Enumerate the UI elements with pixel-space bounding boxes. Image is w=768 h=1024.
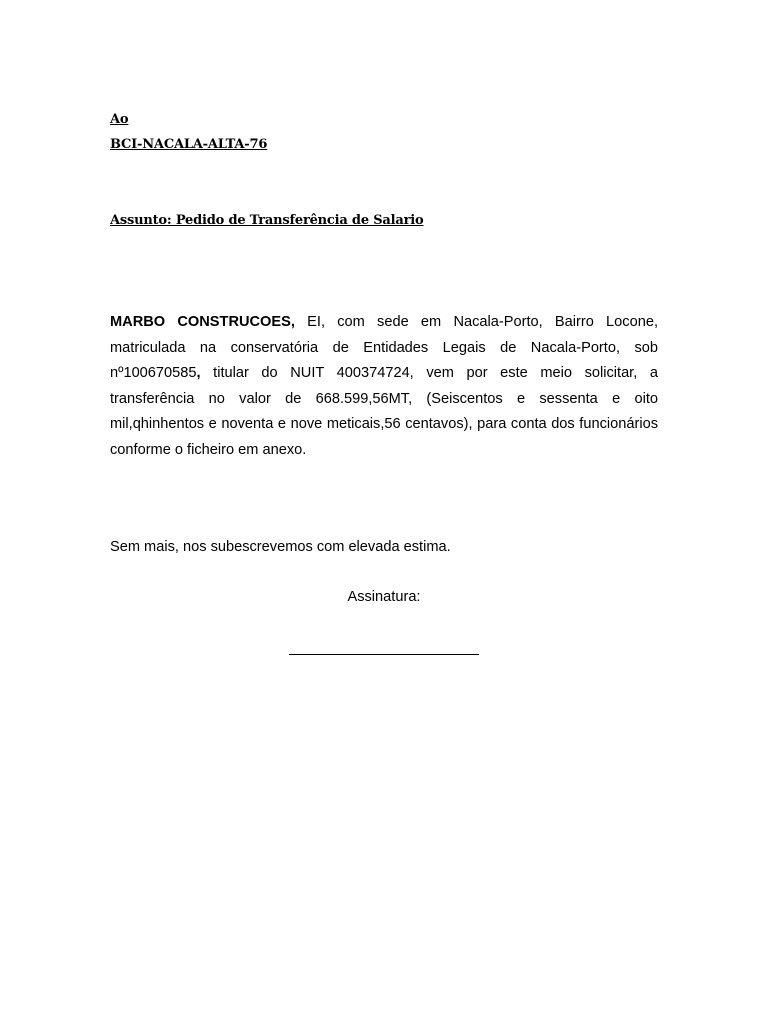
body-bold-comma: , [196,365,201,382]
recipient-name: BCI-NACALA-ALTA-76 [110,137,268,152]
company-name: MARBO CONSTRUCOES, [110,314,295,330]
salutation-to: Ao [110,112,129,127]
body-text-part1: EI, com sede em Nacala-Porto, Bairro Locone, matriculada na conservatória de Entidades Legais de Nacala-Porto, sob nº100670585 [110,314,658,382]
signature-label: Assinatura: [347,589,421,605]
body-paragraph [110,310,658,464]
body-text-part2: titular do NUIT 400374724, vem por este meio solicitar, a transferência no valor de 668.599,56MT, (Seiscentos e sessenta e oito mil,qhinhentos e noventa e nove meticais,56 centavos), para conta dos funcionários conforme o ficheiro em anexo. [110,365,658,458]
closing-line: Sem mais, nos subescrevemos com elevada estima. [110,539,451,555]
subject-line: Assunto: Pedido de Transferência de Salario [110,213,424,228]
signature-line [289,654,479,655]
